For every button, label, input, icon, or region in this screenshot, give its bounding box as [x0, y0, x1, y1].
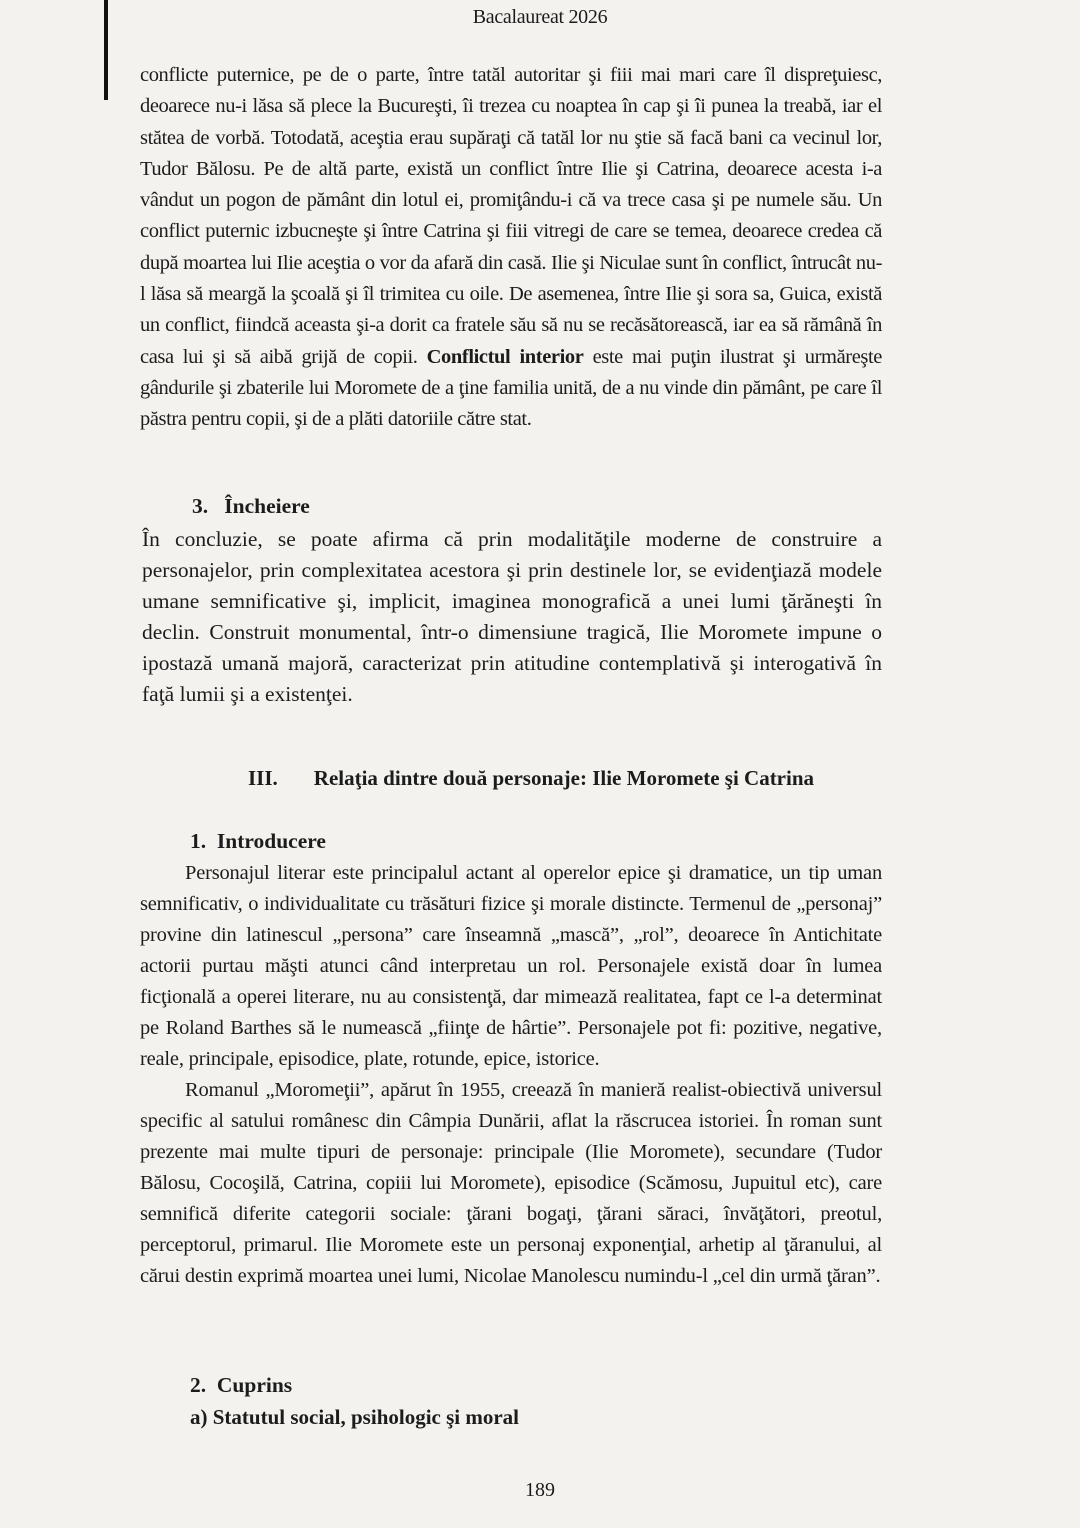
paragraph-conflicts: [140, 60, 882, 436]
paragraph-text: este mai puţin ilustrat şi urmăreşte gândurile şi zbaterile lui Moromete de a ţine familia unită, de a nu vinde din pământ, pe care îl păstra pentru copii, şi de a plăti datoriile către stat.: [140, 345, 882, 431]
paragraph-text: conflicte puternice, pe de o parte, între tatăl autoritar şi fiii mai mari care îl dispreţuiesc, deoarece nu-i lăsa să plece la Bucureşti, îi trezea cu noaptea în cap şi îi punea la treabă, iar el stătea de vorbă. Totodată, aceştia erau supăraţi că tatăl lor nu ştie să facă bani ca vecinul lor, Tudor Bălosu. Pe de altă parte, există un conflict între Ilie şi Catrina, deoarece acesta i-a vândut un pogon de pământ din lotul ei, promiţându-i că va trece casa şi pe numele său. Un conflict puternic izbucneşte şi între Catrina şi fiii vitregi de care se temea, deoarece credea că după moartea lui Ilie aceştia o vor da afară din casă. Ilie şi Niculae sunt în conflict, întrucât nu-l lăsa să meargă la şcoală şi îl trimitea cu oile. De asemenea, între Ilie şi sora sa, Guica, există un conflict, fiindcă aceasta şi-a dorit ca fratele său să nu se recăsătorească, iar ea să rămână în casa lui şi să aibă grijă de copii.: [140, 64, 882, 368]
section-number: 2.: [190, 1373, 207, 1397]
bold-term: Conflictul interior: [426, 345, 584, 368]
chapter-title: Relaţia dintre două personaje: Ilie Moromete şi Catrina: [313, 766, 815, 790]
section-heading-introducere: [190, 829, 326, 854]
section-title: Introducere: [216, 829, 326, 853]
paragraph-conclusion: În concluzie, se poate afirma că prin modalităţile moderne de construire a personajelor, prin complexitatea acestora şi prin destinele lor, se evidenţiază modele umane semnificative şi, implicit, imaginea monografică a unei lumi ţărăneşti în declin. Construit monumental, într-o dimensiune tragică, Ilie Moromete impune o ipostază umană majoră, caracterizat prin atitudine contemplativă şi interogativă în faţă lumii şi a existenţei.: [142, 527, 882, 706]
section-title: Încheiere: [224, 494, 310, 518]
introduction-text: [140, 858, 882, 1292]
paragraph-personaj: Personajul literar este principalul actant al operelor epice şi dramatice, un tip uman semnificativ, o individualitate cu trăsături fizice şi morale distincte. Termenul de „personaj” provine din latinescul „persona” care înseamnă „mască”, „rol”, deoarece în Antichitate actorii purtau măşti atunci când interpretau un rol. Personajele există doar în lumea ficţională a operei literare, nu au consistenţă, dar mimează realitatea, fapt ce l-a determinat pe Roland Barthes să le numească „fiinţe de hârtie”. Personajele pot fi: pozitive, negative, reale, principale, episodice, plate, rotunde, epice, istorice.: [140, 862, 882, 1070]
chapter-number: III.: [248, 766, 278, 790]
running-header: Bacalaureat 2026: [472, 6, 608, 28]
paragraph-morometii: Romanul „Moromeţii”, apărut în 1955, creează în manieră realist-obiectivă universul specific al satului românesc din Câmpia Dunării, aflat la răscrucea istoriei. În roman sunt prezente mai multe tipuri de personaje: principale (Ilie Moromete), secundare (Tudor Bălosu, Cocoşilă, Catrina, copiii lui Moromete), episodice (Scămosu, Jupuitul etc), care semnifică diferite categorii sociale: ţărani bogaţi, ţărani săraci, învăţători, preotul, perceptorul, primarul. Ilie Moromete este un personaj exponenţial, arhetip al ţăranului, al cărui destin exprimă moartea unei lumi, Nicolae Manolescu numindu-l „cel din urmă ţăran”.: [140, 1079, 882, 1287]
page-number: 189: [525, 1479, 555, 1501]
section-title: Cuprins: [216, 1373, 293, 1397]
subsection-heading: a) Statutul social, psihologic şi moral: [190, 1405, 520, 1429]
section-number: 3.: [192, 494, 209, 518]
chapter-heading: [248, 766, 814, 791]
section-number: 1.: [190, 829, 207, 853]
section-heading-cuprins: [190, 1373, 292, 1398]
section-heading-incheiere: [192, 494, 310, 519]
